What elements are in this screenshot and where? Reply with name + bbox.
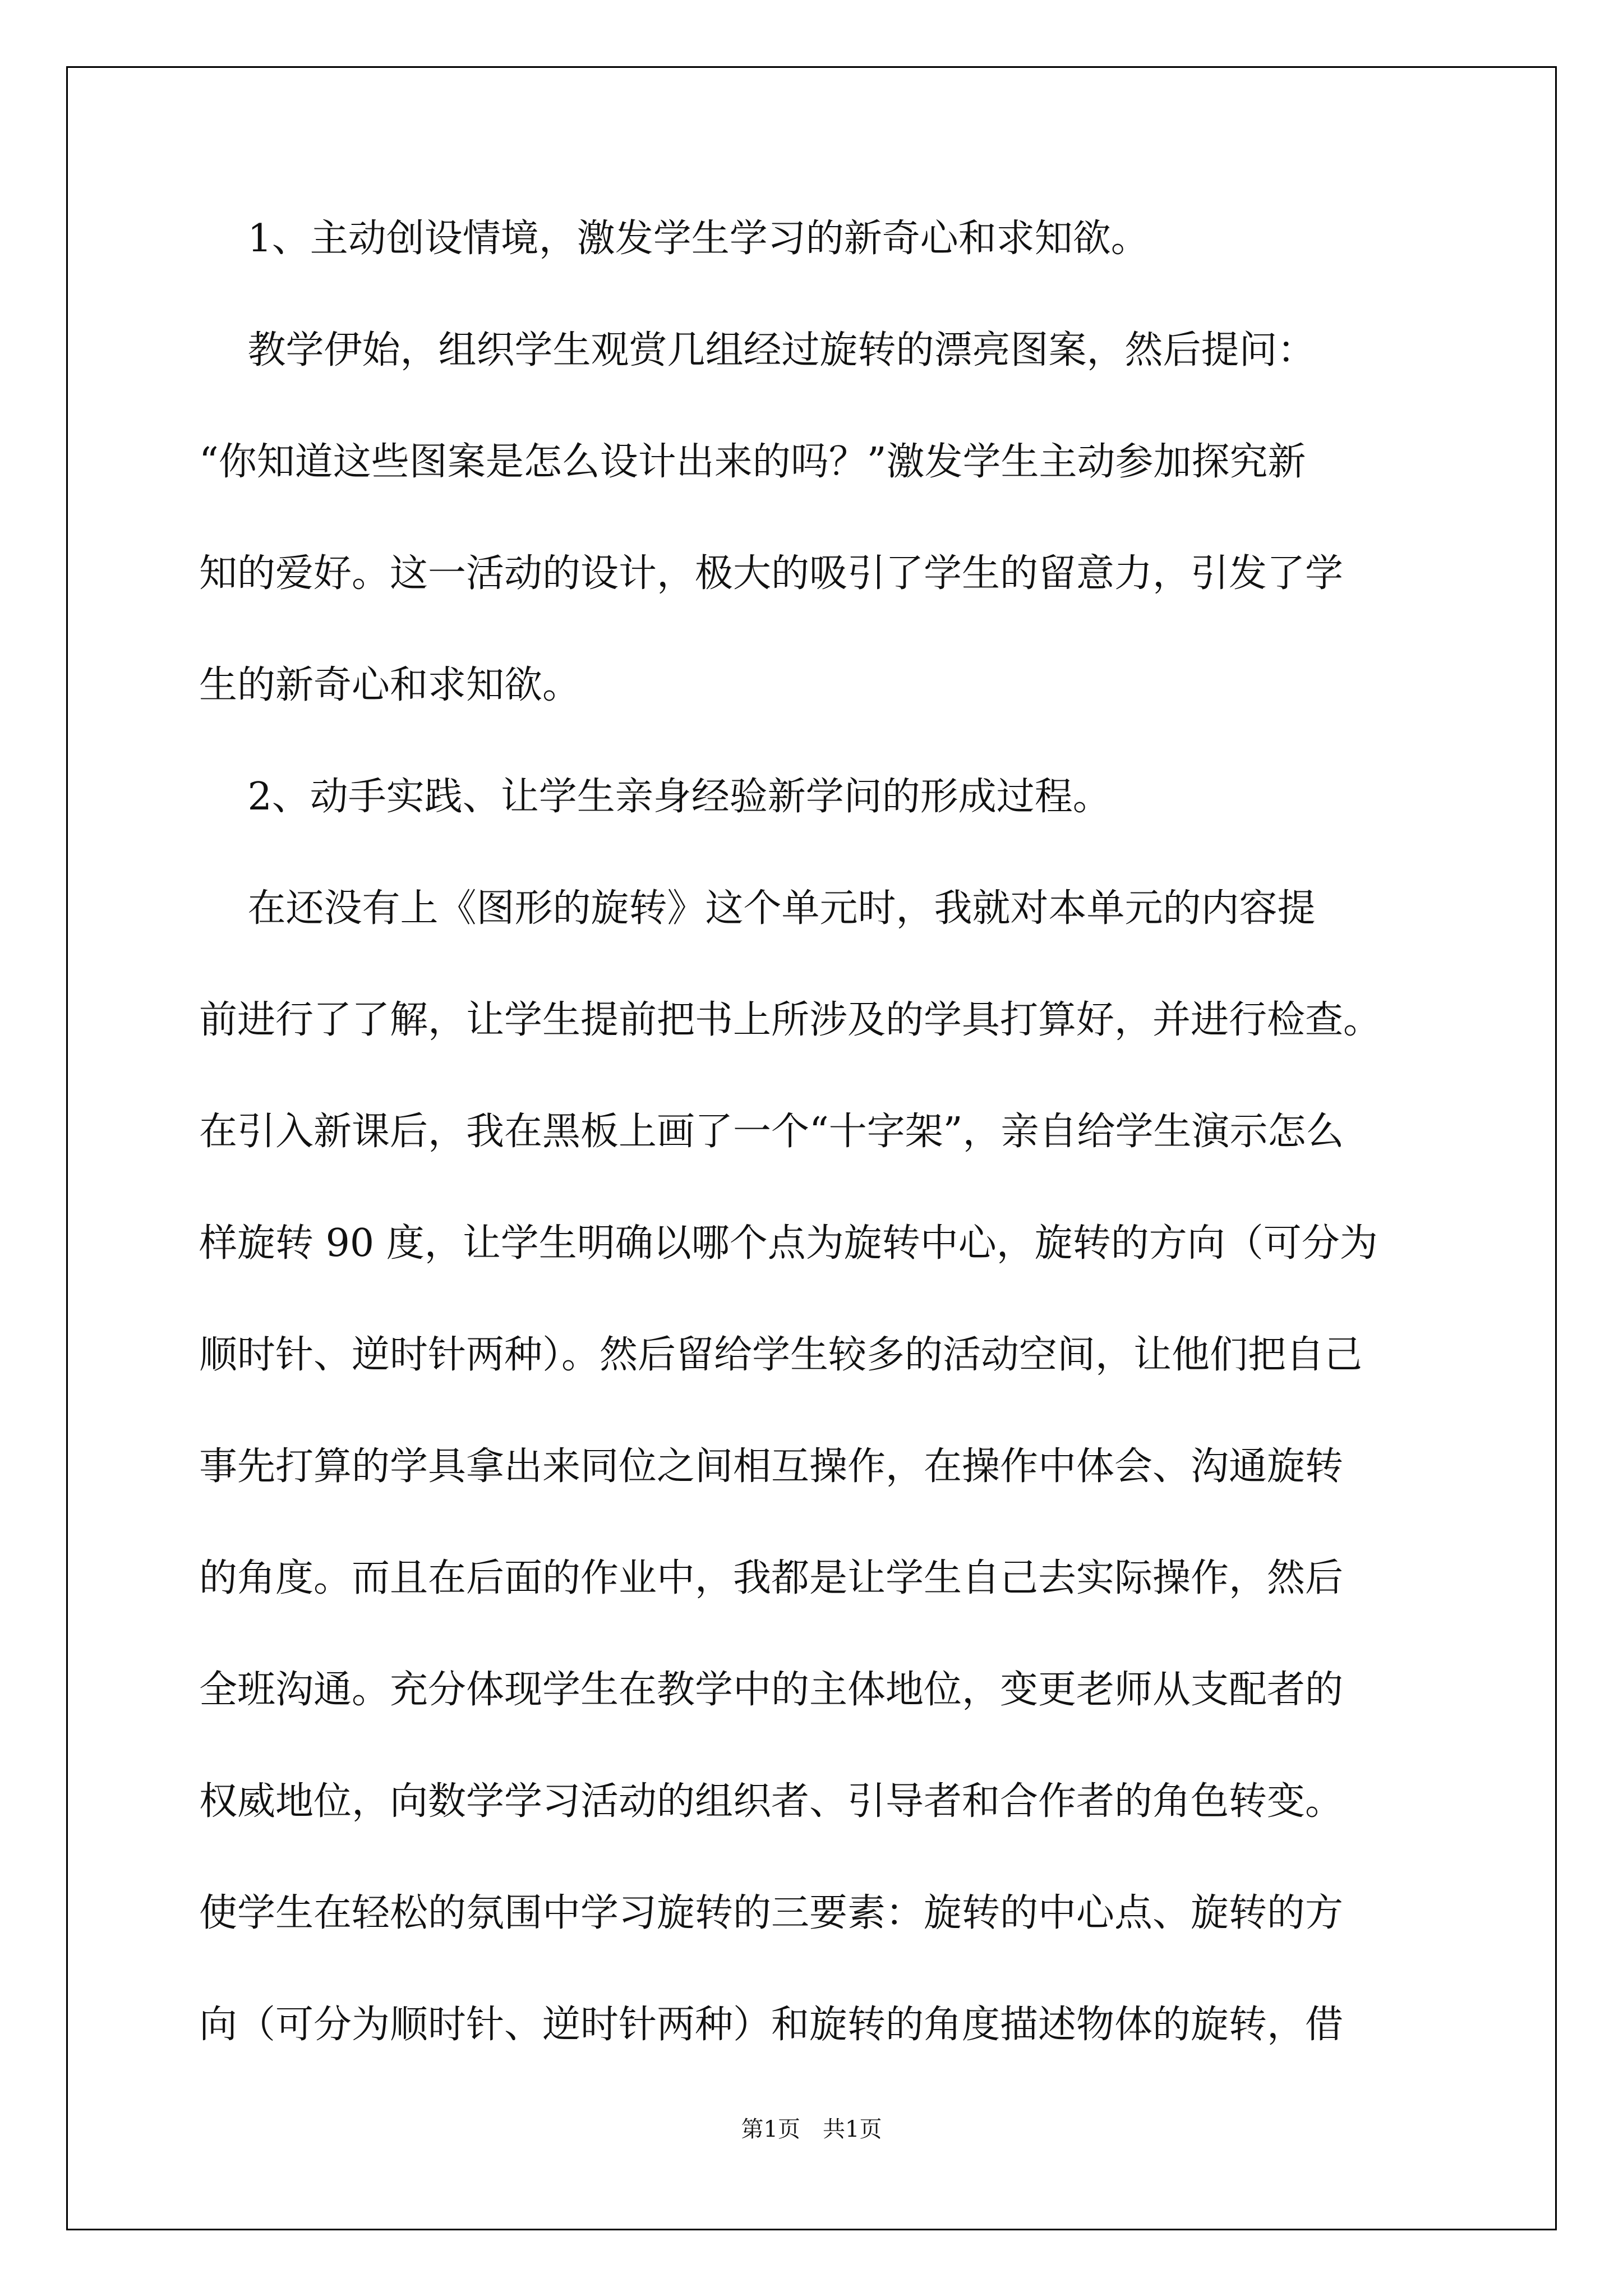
text-line: 权威地位，向数学学习活动的组织者、引导者和合作者的角色转变。 — [199, 1779, 1344, 1824]
text-line: 全班沟通。充分体现学生在教学中的主体地位，变更老师从支配者的 — [199, 1668, 1344, 1712]
page-footer: 第1页 共1页 — [741, 2116, 882, 2142]
text-line: 教学伊始，组织学生观赏几组经过旋转的漂亮图案，然后提问： — [199, 328, 1316, 372]
text-line: 事先打算的学具拿出来同位之间相互操作，在操作中体会、沟通旋转 — [199, 1444, 1344, 1489]
text-line: 在引入新课后，我在黑板上画了一个“十字架”，亲自给学生演示怎么 — [199, 1110, 1344, 1154]
text-line: 样旋转 90 度，让学生明确以哪个点为旋转中心，旋转的方向（可分为 — [199, 1221, 1378, 1266]
text-line: 顺时针、逆时针两种）。然后留给学生较多的活动空间，让他们把自己 — [199, 1333, 1363, 1377]
text-line: 1、主动创设情境，激发学生学习的新奇心和求知欲。 — [199, 217, 1149, 261]
text-line: 2、动手实践、让学生亲身经验新学问的形成过程。 — [199, 775, 1111, 819]
text-line: 生的新奇心和求知欲。 — [199, 663, 581, 707]
text-line: 的角度。而且在后面的作业中，我都是让学生自己去实际操作，然后 — [199, 1556, 1344, 1600]
text-line: 在还没有上《图形的旋转》这个单元时，我就对本单元的内容提 — [199, 886, 1316, 931]
text-line: “你知道这些图案是怎么设计出来的吗？”激发学生主动参加探究新 — [199, 440, 1306, 484]
text-line: 使学生在轻松的氛围中学习旋转的三要素：旋转的中心点、旋转的方 — [199, 1891, 1344, 1935]
text-line: 前进行了了解，让学生提前把书上所涉及的学具打算好，并进行检查。 — [199, 998, 1382, 1042]
text-line: 向（可分为顺时针、逆时针两种）和旋转的角度描述物体的旋转，借 — [199, 2003, 1344, 2047]
text-line: 知的爱好。这一活动的设计，极大的吸引了学生的留意力，引发了学 — [199, 551, 1344, 596]
